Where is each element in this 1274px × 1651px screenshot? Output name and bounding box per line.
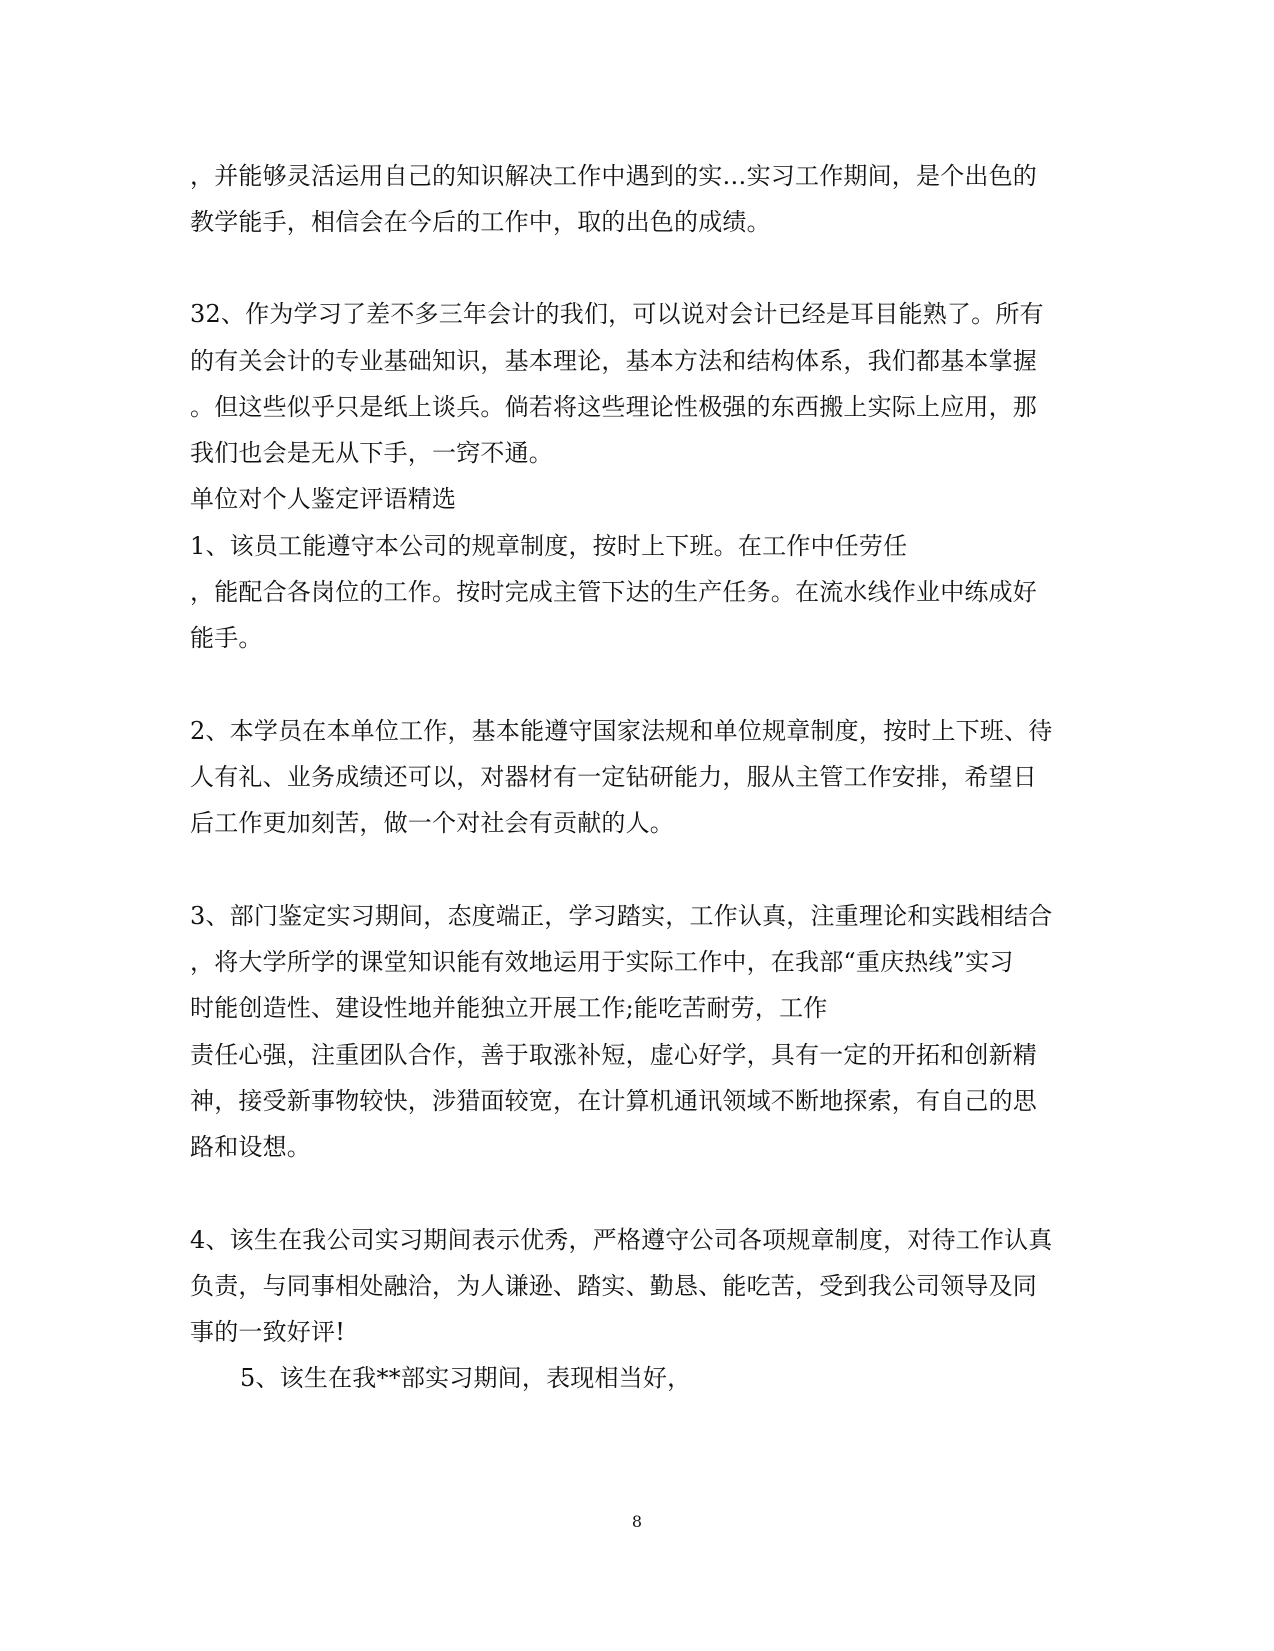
text-line: 。但这些似乎只是纸上谈兵。倘若将这些理论性极强的东西搬上实际上应用，那 <box>190 393 1037 421</box>
text-line: 32、作为学习了差不多三年会计的我们，可以说对会计已经是耳目能熟了。所有 <box>190 300 1044 328</box>
text-line: 4、该生在我公司实习期间表示优秀，严格遵守公司各项规章制度，对待工作认真 <box>190 1226 1053 1254</box>
text-line: ，将大学所学的课堂知识能有效地运用于实际工作中，在我部“重庆热线”实习 <box>190 948 1014 976</box>
section-heading: 单位对个人鉴定评语精选 <box>190 485 457 513</box>
text-line: ，能配合各岗位的工作。按时完成主管下达的生产任务。在流水线作业中练成好 <box>190 578 1037 606</box>
page-number: 8 <box>631 1512 643 1531</box>
text-line: ，并能够灵活运用自己的知识解决工作中遇到的实…实习工作期间，是个出色的 <box>190 162 1037 190</box>
text-line: 2、本学员在本单位工作，基本能遵守国家法规和单位规章制度，按时上下班、待 <box>190 717 1053 745</box>
text-line: 神，接受新事物较快，涉猎面较宽，在计算机通讯领域不断地探索，有自己的思 <box>190 1087 1037 1115</box>
text-line: 路和设想。 <box>190 1133 311 1161</box>
text-line: 人有礼、业务成绩还可以，对器材有一定钻研能力，服从主管工作安排，希望日 <box>190 763 1037 791</box>
text-line: 3、部门鉴定实习期间，态度端正，学习踏实，工作认真，注重理论和实践相结合 <box>190 902 1053 930</box>
text-line: 5、该生在我**部实习期间，表现相当好， <box>240 1364 692 1392</box>
text-line: 负责，与同事相处融洽，为人谦逊、踏实、勤恳、能吃苦，受到我公司领导及同 <box>190 1272 1037 1300</box>
text-line: 事的一致好评! <box>190 1318 346 1346</box>
text-line: 后工作更加刻苦，做一个对社会有贡献的人。 <box>190 809 674 837</box>
text-line: 的有关会计的专业基础知识，基本理论，基本方法和结构体系，我们都基本掌握 <box>190 347 1037 375</box>
text-line: 教学能手，相信会在今后的工作中，取的出色的成绩。 <box>190 208 771 236</box>
text-line: 时能创造性、建设性地并能独立开展工作;能吃苦耐劳，工作 <box>190 994 828 1022</box>
text-line: 1、该员工能遵守本公司的规章制度，按时上下班。在工作中任劳任 <box>190 532 908 560</box>
text-line: 能手。 <box>190 624 263 652</box>
text-line: 责任心强，注重团队合作，善于取涨补短，虚心好学，具有一定的开拓和创新精 <box>190 1041 1037 1069</box>
text-line: 我们也会是无从下手，一窍不通。 <box>190 439 553 467</box>
